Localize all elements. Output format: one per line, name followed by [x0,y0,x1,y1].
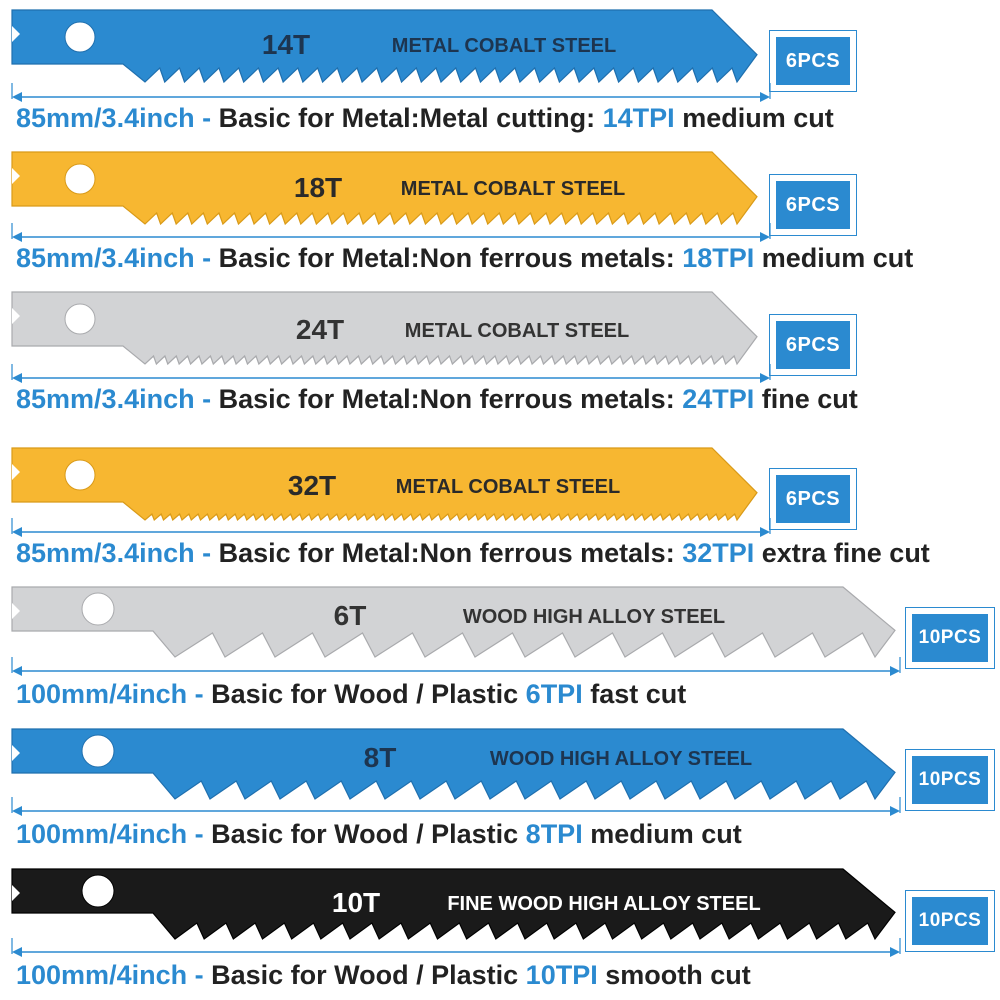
dimension-arrow-left [12,947,22,957]
blade-cut-type: fast cut [582,679,687,709]
blade-purpose: Basic for Wood / Plastic [211,679,526,709]
blade-cut-type: smooth cut [597,960,751,990]
blade-body [12,10,757,82]
material-label: WOOD HIGH ALLOY STEEL [489,748,753,770]
blade-cut-type: fine cut [754,384,858,414]
material-label: METAL COBALT STEEL [391,35,617,57]
material-label: FINE WOOD HIGH ALLOY STEEL [447,893,761,915]
dimension-arrow-left [12,373,22,383]
blade-caption [16,384,858,414]
blade-size: 100mm/4inch [16,819,188,849]
blade-purpose: Basic for Wood / Plastic [211,819,526,849]
mount-hole [65,22,95,52]
quantity-badge: 6PCS [776,37,850,85]
blade-caption [16,103,834,133]
quantity-badge: 6PCS [776,475,850,523]
blade-body [12,729,895,799]
mount-hole [65,304,95,334]
mount-hole [82,875,114,907]
mount-hole [82,735,114,767]
dimension-arrow-left [12,232,22,242]
blade-cut-type: medium cut [582,819,742,849]
teeth-count-label: 32T [287,470,337,501]
blade-purpose: Basic for Metal:Non ferrous metals: [218,384,683,414]
blade-14t [12,10,770,102]
blade-purpose: Basic for Metal:Non ferrous metals: [218,538,683,568]
material-label: METAL COBALT STEEL [395,476,621,498]
blade-size: 85mm/3.4inch [16,103,195,133]
mount-hole [65,460,95,490]
dimension-arrow-left [12,806,22,816]
caption-separator: - [187,960,212,990]
blade-cut-type: medium cut [754,243,914,273]
blade-purpose: Basic for Wood / Plastic [211,960,526,990]
blade-body [12,292,757,364]
blade-tpi: 10TPI [525,960,598,990]
blade-tpi: 18TPI [682,243,755,273]
material-label: WOOD HIGH ALLOY STEEL [462,606,726,628]
quantity-badge: 6PCS [776,181,850,229]
blade-body [12,587,895,657]
caption-separator: - [194,243,219,273]
blade-cut-type: medium cut [674,103,834,133]
blade-size: 85mm/3.4inch [16,243,195,273]
caption-separator: - [194,538,219,568]
teeth-count-label: 14T [261,29,311,60]
blade-tpi: 6TPI [525,679,583,709]
blade-size: 100mm/4inch [16,679,188,709]
blade-32t [12,448,770,537]
dimension-arrow-left [12,527,22,537]
blade-caption [16,679,686,709]
teeth-count-label: 6T [333,600,367,631]
blade-tpi: 24TPI [682,384,755,414]
dimension-arrow-left [12,92,22,102]
blade-24t [12,292,770,383]
blade-body [12,448,757,520]
blade-body [12,152,757,224]
blade-size: 85mm/3.4inch [16,538,195,568]
blade-caption [16,538,930,568]
caption-separator: - [187,679,212,709]
quantity-badge: 10PCS [912,756,988,804]
dimension-arrow-right [760,92,770,102]
blade-10t [12,869,900,957]
blade-size: 100mm/4inch [16,960,188,990]
blade-caption [16,243,913,273]
dimension-arrow-right [890,806,900,816]
blade-size: 85mm/3.4inch [16,384,195,414]
dimension-arrow-left [12,666,22,676]
quantity-badge: 6PCS [776,321,850,369]
caption-separator: - [194,384,219,414]
blade-tpi: 32TPI [682,538,755,568]
blade-6t [12,587,900,676]
blade-cut-type: extra fine cut [754,538,930,568]
caption-separator: - [187,819,212,849]
dimension-arrow-right [890,666,900,676]
blade-purpose: Basic for Metal:Non ferrous metals: [218,243,683,273]
mount-hole [82,593,114,625]
material-label: METAL COBALT STEEL [400,178,626,200]
teeth-count-label: 24T [295,314,345,345]
material-label: METAL COBALT STEEL [404,320,630,342]
blade-18t [12,152,770,242]
quantity-badge: 10PCS [912,614,988,662]
caption-separator: - [194,103,219,133]
blade-tpi: 8TPI [525,819,583,849]
teeth-count-label: 18T [293,172,343,203]
blade-purpose: Basic for Metal:Metal cutting: [218,103,603,133]
dimension-arrow-right [890,947,900,957]
blade-caption [16,960,751,990]
blade-caption [16,819,742,849]
mount-hole [65,164,95,194]
teeth-count-label: 8T [363,742,397,773]
blade-8t [12,729,900,816]
quantity-badge: 10PCS [912,897,988,945]
teeth-count-label: 10T [331,887,381,918]
blade-tpi: 14TPI [602,103,675,133]
